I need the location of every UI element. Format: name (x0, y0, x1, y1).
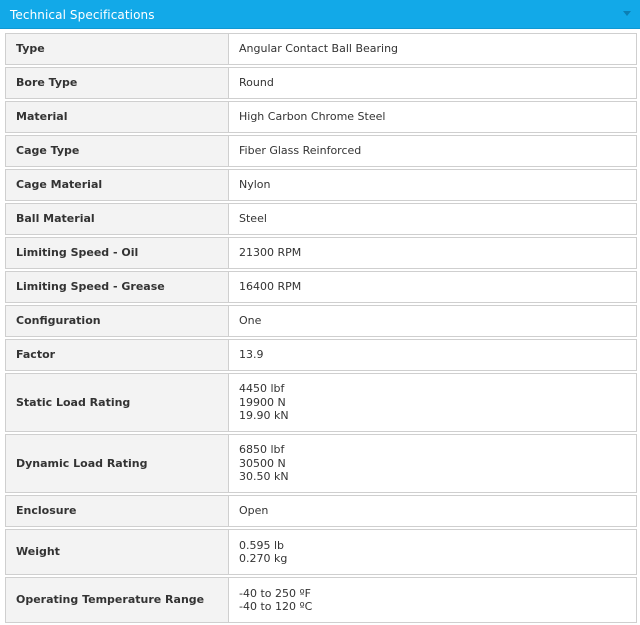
spec-label: Configuration (5, 305, 228, 337)
spec-value-line: 4450 lbf (239, 382, 285, 396)
table-row (5, 33, 637, 65)
spec-value-line: 30.50 kN (239, 470, 289, 484)
spec-value-line: 30500 N (239, 456, 286, 470)
table-row (5, 169, 637, 201)
spec-label: Ball Material (5, 203, 228, 235)
spec-value-line: 6850 lbf (239, 443, 285, 457)
spec-value-line: Round (239, 76, 274, 90)
spec-value (228, 135, 637, 167)
table-row (5, 101, 637, 133)
spec-label: Cage Material (5, 169, 228, 201)
table-row (5, 529, 637, 575)
table-row (5, 577, 637, 623)
table-row (5, 495, 637, 527)
spec-value-line: -40 to 250 ºF (239, 586, 312, 600)
spec-label: Dynamic Load Rating (5, 434, 228, 493)
table-row (5, 271, 637, 303)
table-row (5, 135, 637, 167)
spec-table-body (5, 33, 637, 623)
table-row (5, 203, 637, 235)
spec-label: Weight (5, 529, 228, 575)
spec-label: Factor (5, 339, 228, 371)
spec-value-line: 0.270 kg (239, 552, 288, 565)
table-row (5, 305, 637, 337)
spec-value (228, 339, 637, 371)
spec-value (228, 203, 637, 235)
spec-value-line: Steel (239, 212, 267, 226)
table-row (5, 373, 637, 432)
spec-value (228, 577, 637, 623)
spec-value (228, 373, 637, 432)
table-row (5, 67, 637, 99)
spec-value (228, 529, 637, 575)
spec-label: Bore Type (5, 67, 228, 99)
spec-value-line: 21300 RPM (239, 246, 302, 260)
spec-value-line: -40 to 120 ºC (239, 600, 313, 613)
spec-value-line: Fiber Glass Reinforced (239, 144, 362, 158)
chevron-down-icon[interactable] (623, 11, 631, 16)
spec-value (228, 271, 637, 303)
panel-title: Technical Specifications (10, 8, 155, 22)
spec-value-line: 19900 N (239, 395, 286, 409)
spec-value (228, 33, 637, 65)
table-row (5, 434, 637, 493)
spec-value-line: Nylon (239, 178, 271, 192)
spec-value (228, 169, 637, 201)
table-row (5, 237, 637, 269)
spec-label: Cage Type (5, 135, 228, 167)
spec-table (5, 31, 637, 625)
spec-label: Limiting Speed - Oil (5, 237, 228, 269)
spec-value (228, 67, 637, 99)
spec-value (228, 434, 637, 493)
spec-value-line: Open (239, 504, 269, 518)
spec-value-line: 0.595 lb (239, 538, 285, 552)
panel-header[interactable] (0, 0, 640, 29)
spec-label: Operating Temperature Range (5, 577, 228, 623)
table-row (5, 339, 637, 371)
spec-value-line: 16400 RPM (239, 280, 302, 294)
spec-label: Material (5, 101, 228, 133)
spec-value-line: 19.90 kN (239, 409, 289, 423)
spec-value (228, 237, 637, 269)
spec-value-line: High Carbon Chrome Steel (239, 110, 386, 124)
spec-value (228, 101, 637, 133)
spec-label: Type (5, 33, 228, 65)
spec-label: Static Load Rating (5, 373, 228, 432)
spec-label: Enclosure (5, 495, 228, 527)
spec-label: Limiting Speed - Grease (5, 271, 228, 303)
spec-value-line: Angular Contact Ball Bearing (239, 42, 399, 56)
spec-value (228, 495, 637, 527)
spec-value-line: 13.9 (239, 348, 264, 362)
spec-value-line: One (239, 314, 262, 328)
spec-value (228, 305, 637, 337)
